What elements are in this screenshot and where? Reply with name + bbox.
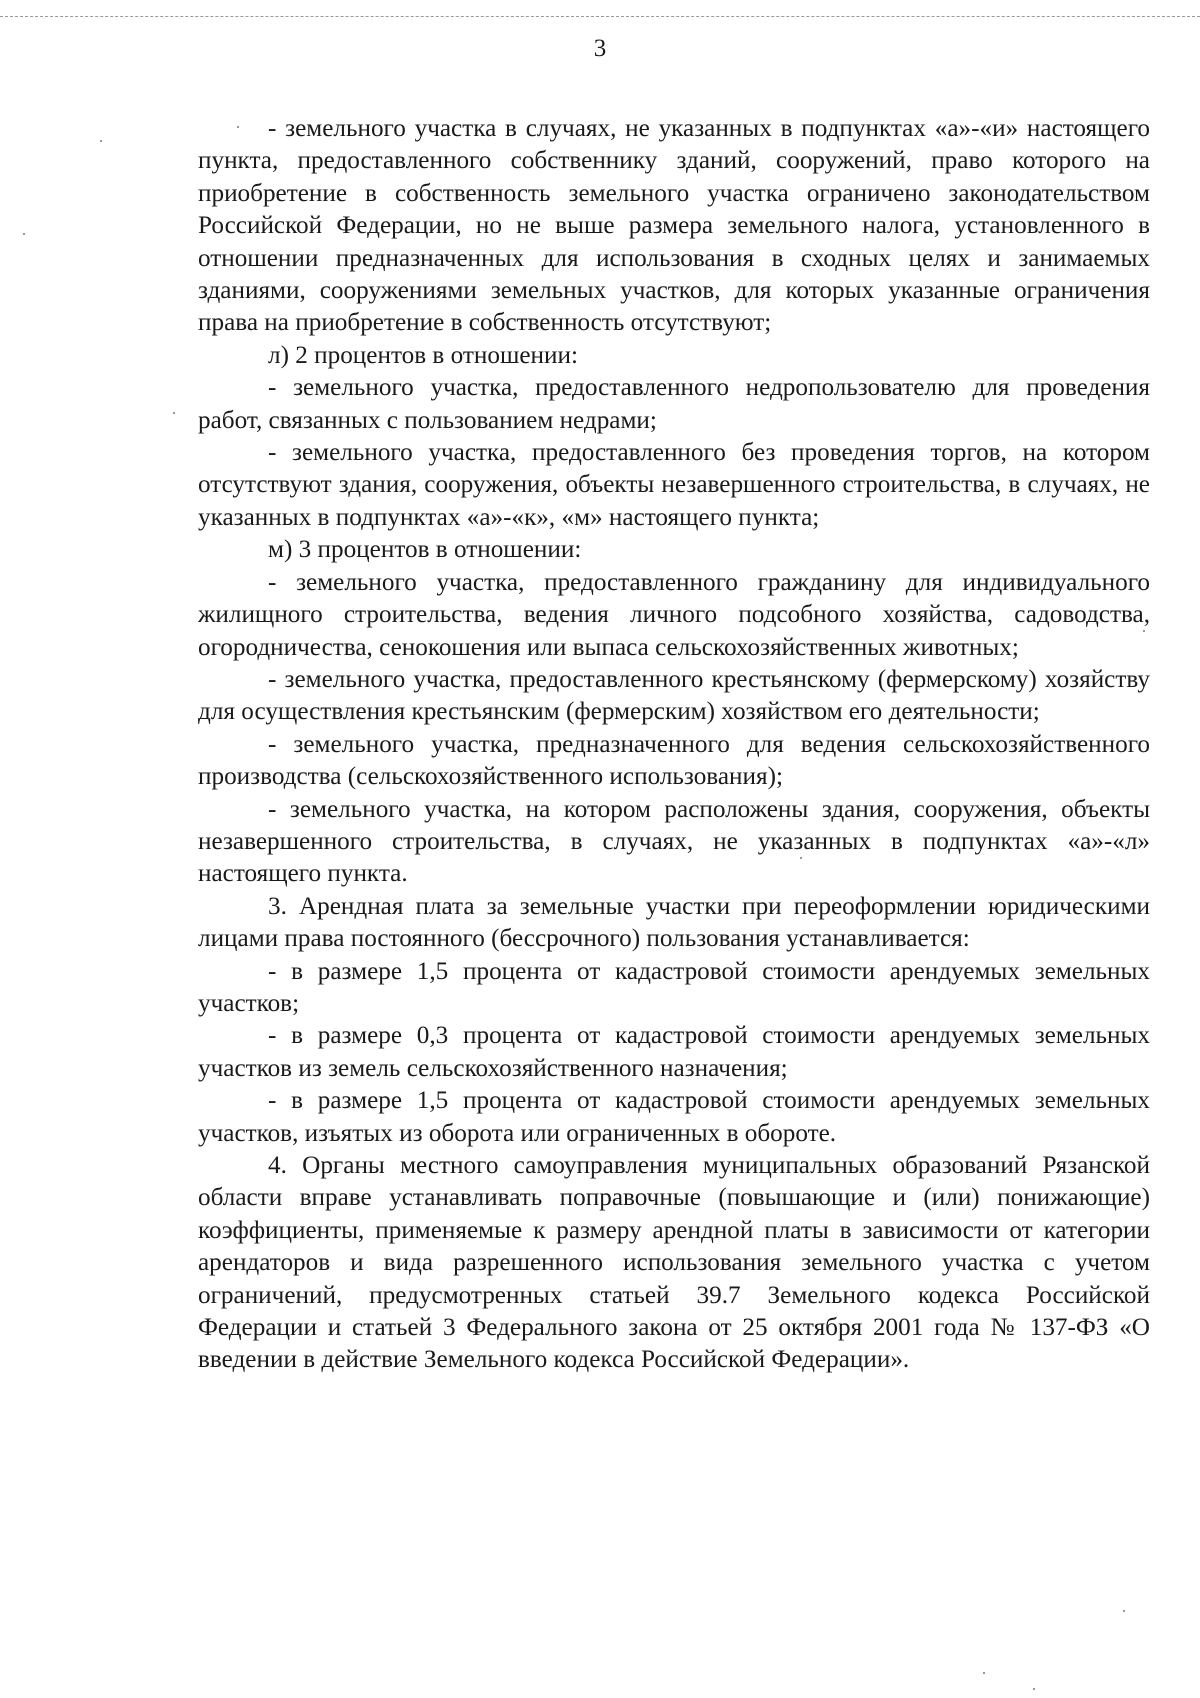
paragraph: - земельного участка, предоставленного без проведения торгов, на котором отсутствуют здания, сооружения, объекты незавершенного строительства, в случаях, не указанных в подпунктах «а»-«к», «м» настоящего пункта; (198, 439, 1150, 531)
scan-speck (100, 140, 102, 142)
paragraph: - в размере 0,3 процента от кадастровой стоимости арендуемых земельных участков из земель сельскохозяйственного назначения; (198, 1022, 1150, 1082)
paragraph: - земельного участка, предоставленного недропользователю для проведения работ, связанных с пользованием недрами; (198, 374, 1150, 434)
scan-speck (173, 412, 175, 414)
scan-speck (800, 857, 802, 859)
scan-speck (1123, 1610, 1125, 1612)
scan-speck (983, 1672, 985, 1674)
document-body (198, 113, 1150, 1377)
page-number: 3 (593, 35, 607, 62)
paragraph: - земельного участка, предназначенного для ведения сельскохозяйственного производства (сельскохозяйственного использования); (198, 730, 1150, 791)
scan-speck (23, 233, 25, 235)
paragraph: л) 2 процентов в отношении: (268, 341, 578, 369)
paragraph: 3. Арендная плата за земельные участки при переоформлении юридическими лицами права постоянного (бессрочного) пользования устанавливается: (198, 892, 1150, 953)
paragraph: м) 3 процентов в отношении: (268, 536, 582, 564)
paragraph: - в размере 1,5 процента от кадастровой стоимости арендуемых земельных участков; (198, 957, 1150, 1017)
scan-speck (237, 126, 239, 128)
scan-top-edge (0, 16, 1200, 17)
paragraph: - земельного участка, предоставленного гражданину для индивидуального жилищного строительства, ведения личного подсобного хозяйства, садоводства, огородничества, сенокошения или выпаса сельскохозяйственных животных; (198, 568, 1150, 661)
paragraph: - земельного участка, предоставленного крестьянскому (фермерскому) хозяйству для осуществления крестьянским (фермерским) хозяйством его деятельности; (198, 665, 1150, 726)
paragraph: - земельного участка, на котором расположены здания, сооружения, объекты незавершенного строительства, в случаях, не указанных в подпунктах «а»-«л» настоящего пункта. (198, 795, 1150, 888)
paragraph: - в размере 1,5 процента от кадастровой стоимости арендуемых земельных участков, изъятых из оборота или ограниченных в обороте. (198, 1087, 1150, 1147)
scan-speck (1033, 1688, 1035, 1690)
paragraph: - земельного участка в случаях, не указанных в подпунктах «а»-«и» настоящего пункта, предоставленного собственнику зданий, сооружений, право которого на приобретение в собственность земельного участка ограничено законодательством Российской Федерации, но не выше размера земельного налога, установленного в отношении предназначенных для использования в сходных целях и занимаемых зданиями, сооружениями земельных участков, для которых указанные ограничения права на приобретение в собственность отсутствуют; (198, 115, 1150, 337)
paragraph: 4. Органы местного самоуправления муниципальных образований Рязанской области вправе устанавливать поправочные (повышающие и (или) понижающие) коэффициенты, применяемые к размеру арендной платы в зависимости от категории арендаторов и вида разрешенного использования земельного участка с учетом ограничений, предусмотренных статьей 39.7 Земельного кодекса Российской Федерации и статьей 3 Федерального закона от 25 октября 2001 года № 137-ФЗ «О введении в действие Земельного кодекса Российской Федерации». (198, 1152, 1150, 1374)
scan-speck (1143, 630, 1145, 632)
